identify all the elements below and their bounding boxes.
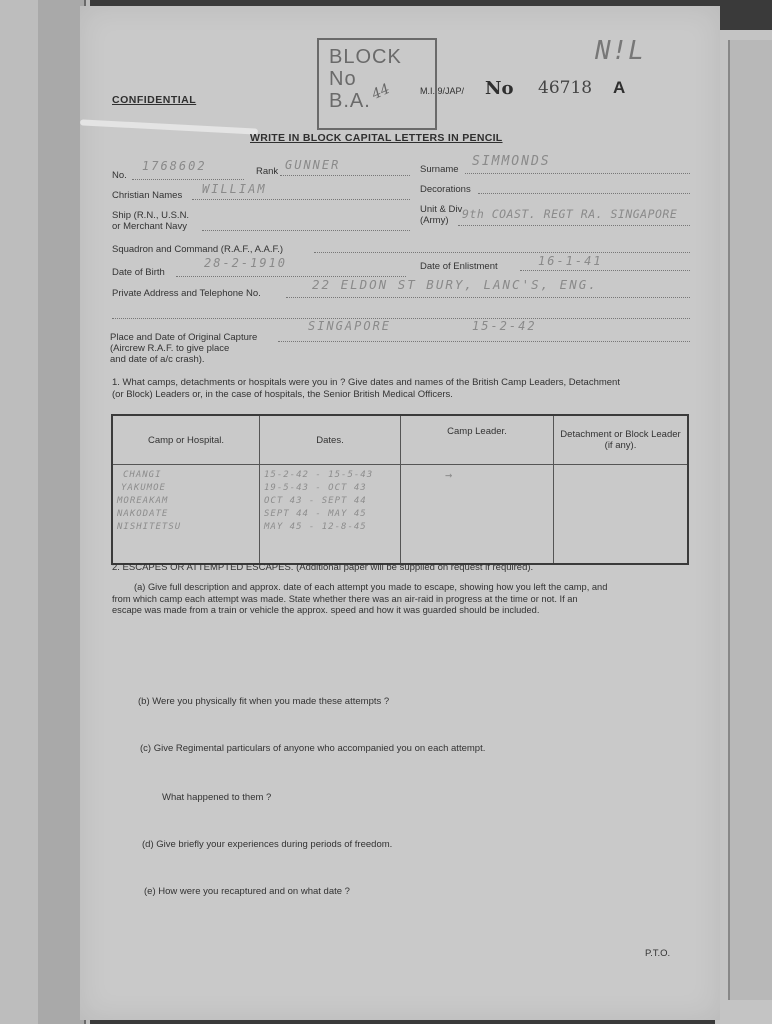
capture-place-value: SINGAPORE: [308, 319, 392, 333]
background-pages-right-inner: [728, 40, 772, 1000]
col-dates-header: Dates.: [260, 415, 401, 465]
question-2d: (d) Give briefly your experiences during periods of freedom.: [142, 839, 393, 850]
pto-label: P.T.O.: [645, 948, 671, 959]
col-detachment-header: Detachment or Block Leader (if any).: [554, 415, 689, 465]
form-number: 46718: [538, 78, 593, 98]
unit-label: [420, 204, 462, 226]
question-2a-line-2: from which camp each attempt was made. State whether there was an air-raid in progress at the time or not. If an: [112, 593, 578, 604]
squadron-label: Squadron and Command (R.A.F., A.A.F.): [112, 244, 284, 255]
decorations-label: Decorations: [420, 184, 471, 195]
address-value: 22 ELDON ST BURY, LANC'S, ENG.: [312, 277, 598, 292]
camps-table: [111, 414, 689, 565]
question-2a: [112, 582, 607, 617]
confidential-label: CONFIDENTIAL: [112, 94, 197, 106]
stamp-line-1: BLOCK: [329, 46, 402, 68]
christian-names-value: WILLIAM: [202, 182, 267, 196]
capture-date-value: 15-2-42: [472, 319, 537, 333]
form-page: [80, 6, 720, 1020]
ship-label-line-2: or Merchant Navy: [112, 221, 187, 232]
camp-dates: MAY 45 - 12-8-45: [264, 522, 367, 532]
question-2b: (b) Were you physically fit when you made these attempts ?: [138, 696, 390, 707]
rank-label: Rank: [256, 166, 279, 177]
detachment-leader-cell: [554, 465, 689, 565]
camp-dates: SEPT 44 - MAY 45: [264, 509, 367, 519]
unit-value: 9th COAST. REGT RA. SINGAPORE: [462, 207, 678, 221]
question-1-line-2: (or Block) Leaders or, in the case of hospitals, the Senior British Medical Officers.: [112, 389, 453, 400]
question-1: [112, 377, 620, 401]
camp-name: YAKUMOE: [121, 483, 166, 493]
question-2c-followup: What happened to them ?: [162, 792, 272, 803]
ship-label: [112, 210, 189, 232]
unit-label-line-2: (Army): [420, 215, 449, 226]
capture-label-line-2: (Aircrew R.A.F. to give place: [110, 343, 230, 354]
camp-name: MOREAKAM: [117, 496, 169, 506]
instruction-heading: WRITE IN BLOCK CAPITAL LETTERS IN PENCIL: [250, 132, 503, 144]
question-2a-line-3: escape was made from a train or vehicle the approx. speed and how it was guarded should be included.: [112, 605, 540, 615]
stamp-line-2: No: [329, 68, 357, 90]
date-of-birth-label: Date of Birth: [112, 267, 165, 278]
form-number-suffix: A: [613, 78, 626, 97]
dates-cell: [260, 465, 401, 565]
capture-label-line-3: and date of a/c crash).: [110, 354, 205, 365]
service-number-value: 1768602: [142, 159, 207, 173]
enlistment-value: 16-1-41: [538, 254, 603, 268]
ship-label-line-1: Ship (R.N., U.S.N.: [112, 210, 190, 221]
camp-dates: OCT 43 - SEPT 44: [264, 496, 367, 506]
question-2c: (c) Give Regimental particulars of anyone who accompanied you on each attempt.: [140, 743, 486, 754]
capture-label: [110, 332, 257, 365]
col-leader-header: Camp Leader.: [401, 415, 554, 465]
stamp-handwritten-number: 44: [369, 80, 393, 104]
form-number-label: No: [485, 78, 514, 99]
service-number-label: No.: [112, 170, 127, 181]
camps-table-row: [112, 465, 688, 565]
unit-label-line-1: Unit & Div: [420, 204, 463, 215]
camp-name: CHANGI: [123, 470, 162, 480]
question-1-line-1: 1. What camps, detachments or hospitals were you in ? Give dates and names of the British Camp Leaders, Detachment: [112, 377, 620, 388]
stamp-line-3: B.A.: [329, 90, 371, 112]
camp-dates: 19-5-43 - OCT 43: [264, 483, 367, 493]
col-camp-header: Camp or Hospital.: [112, 415, 260, 465]
camp-name: NISHITETSU: [117, 522, 182, 532]
camp-dates: 15-2-42 - 15-5-43: [264, 470, 374, 480]
surname-label: Surname: [420, 164, 459, 175]
address-label: Private Address and Telephone No.: [112, 288, 261, 299]
camp-names-cell: [112, 465, 260, 565]
date-of-birth-value: 28-2-1910: [204, 256, 288, 270]
surname-value: SIMMONDS: [472, 154, 551, 169]
folder-spine: [38, 0, 86, 1024]
enlistment-label: Date of Enlistment: [420, 261, 498, 272]
question-2e: (e) How were you recaptured and on what date ?: [144, 886, 350, 897]
camp-leader-cell: [401, 465, 554, 565]
camp-name: NAKODATE: [117, 509, 169, 519]
question-2-title: 2. ESCAPES OR ATTEMPTED ESCAPES. (Additional paper will be supplied on request if required).: [112, 562, 534, 573]
capture-label-line-1: Place and Date of Original Capture: [110, 332, 258, 343]
top-handwritten-note: N!L: [595, 36, 645, 66]
rank-value: GUNNER: [285, 158, 341, 172]
christian-names-label: Christian Names: [112, 190, 183, 201]
camp-leader-mark: →: [445, 468, 454, 482]
binding-string: [80, 119, 258, 134]
mi-reference: M.I. 9/JAP/: [420, 86, 465, 96]
question-2a-line-1: (a) Give full description and approx. date of each attempt you made to escape, showing how you left the camp, and: [134, 582, 608, 592]
camps-table-header: [112, 415, 688, 465]
